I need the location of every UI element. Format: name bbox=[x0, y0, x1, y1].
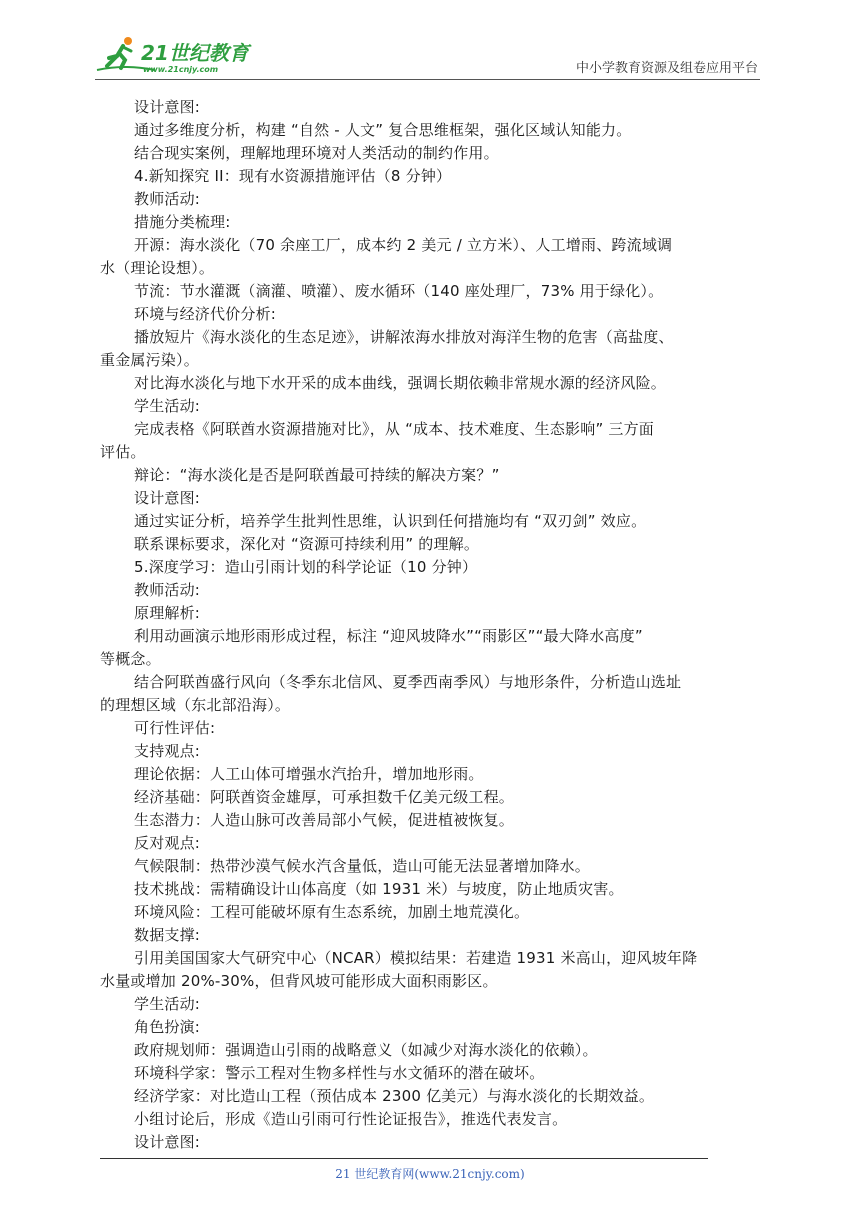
text-line: 等概念。 bbox=[100, 650, 161, 668]
text-line: 学生活动: bbox=[134, 397, 201, 415]
text-line: 教师活动: bbox=[134, 581, 201, 599]
text-line: 环境风险：工程可能破坏原有生态系统，加剧土地荒漠化。 bbox=[134, 903, 530, 921]
text-line: 联系课标要求，深化对 “资源可持续利用” 的理解。 bbox=[134, 535, 480, 553]
text-line: 设计意图: bbox=[134, 98, 201, 116]
text-line: 原理解析: bbox=[134, 604, 201, 622]
page-header bbox=[95, 30, 760, 80]
header-divider bbox=[95, 79, 760, 80]
text-line: 角色扮演: bbox=[134, 1018, 201, 1036]
text-line: 结合现实案例，理解地理环境对人类活动的制约作用。 bbox=[134, 144, 499, 162]
footer-link[interactable]: 21 世纪教育网(www.21cnjy.com) bbox=[335, 1167, 525, 1181]
text-line: 支持观点: bbox=[134, 742, 201, 760]
document-body bbox=[100, 96, 762, 1154]
text-line: 5.深度学习：造山引雨计划的科学论证（10 分钟） bbox=[134, 558, 478, 576]
text-line: 设计意图: bbox=[134, 489, 201, 507]
text-line: 引用美国国家大气研究中心（NCAR）模拟结果：若建造 1931 米高山，迎风坡年降 bbox=[134, 949, 698, 967]
text-line: 经济学家：对比造山工程（预估成本 2300 亿美元）与海水淡化的长期效益。 bbox=[134, 1087, 655, 1105]
text-line: 反对观点: bbox=[134, 834, 201, 852]
text-line: 利用动画演示地形雨形成过程，标注 “迎风坡降水”“雨影区”“最大降水高度” bbox=[134, 627, 643, 645]
text-line: 4.新知探究 II：现有水资源措施评估（8 分钟） bbox=[134, 167, 452, 185]
svg-text:21世纪教育: 21世纪教育 bbox=[141, 41, 249, 65]
text-line: 环境科学家：警示工程对生物多样性与水文循环的潜在破坏。 bbox=[134, 1064, 545, 1082]
text-line: 结合阿联酋盛行风向（冬季东北信风、夏季西南季风）与地形条件，分析造山选址 bbox=[134, 673, 682, 691]
text-line: 理论依据：人工山体可增强水汽抬升，增加地形雨。 bbox=[134, 765, 484, 783]
text-line: 水（理论设想）。 bbox=[100, 259, 215, 277]
text-line: 教师活动: bbox=[134, 190, 201, 208]
text-line: 政府规划师：强调造山引雨的战略意义（如减少对海水淡化的依赖）。 bbox=[134, 1041, 598, 1059]
text-line: 措施分类梳理: bbox=[134, 213, 231, 231]
text-line: 辩论：“海水淡化是否是阿联酋最可持续的解决方案？” bbox=[134, 466, 500, 484]
text-line: 气候限制：热带沙漠气候水汽含量低，造山可能无法显著增加降水。 bbox=[134, 857, 591, 875]
svg-text:www.21cnjy.com: www.21cnjy.com bbox=[143, 65, 219, 74]
text-line: 小组讨论后，形成《造山引雨可行性论证报告》，推选代表发言。 bbox=[134, 1110, 568, 1128]
text-line: 对比海水淡化与地下水开采的成本曲线，强调长期依赖非常规水源的经济风险。 bbox=[134, 374, 667, 392]
text-line: 节流：节水灌溉（滴灌、喷灌）、废水循环（140 座处理厂，73% 用于绿化）。 bbox=[134, 282, 664, 300]
text-line: 通过实证分析，培养学生批判性思维，认识到任何措施均有 “双刃剑” 效应。 bbox=[134, 512, 647, 530]
text-line: 可行性评估: bbox=[134, 719, 216, 737]
text-line: 生态潜力：人造山脉可改善局部小气候，促进植被恢复。 bbox=[134, 811, 515, 829]
text-line: 完成表格《阿联酋水资源措施对比》，从 “成本、技术难度、生态影响” 三方面 bbox=[134, 420, 654, 438]
text-line: 的理想区域（东北部沿海）。 bbox=[100, 696, 291, 714]
text-line: 播放短片《海水淡化的生态足迹》，讲解浓海水排放对海洋生物的危害（高盐度、 bbox=[134, 328, 674, 346]
text-line: 通过多维度分析，构建 “自然 - 人文” 复合思维框架，强化区域认知能力。 bbox=[134, 121, 632, 139]
runner-logo-icon bbox=[95, 34, 265, 74]
platform-title: 中小学教育资源及组卷应用平台 bbox=[575, 61, 758, 76]
text-line: 评估。 bbox=[100, 443, 146, 461]
text-line: 学生活动: bbox=[134, 995, 201, 1013]
text-line: 水量或增加 20%-30%，但背风坡可能形成大面积雨影区。 bbox=[100, 972, 498, 990]
text-line: 重金属污染）。 bbox=[100, 351, 199, 369]
site-logo[interactable] bbox=[95, 34, 265, 74]
text-line: 开源：海水淡化（70 余座工厂，成本约 2 美元 / 立方米）、人工增雨、跨流域调 bbox=[134, 236, 673, 254]
text-line: 设计意图: bbox=[134, 1133, 201, 1151]
footer-divider bbox=[100, 1158, 708, 1159]
text-line: 经济基础：阿联酋资金雄厚，可承担数千亿美元级工程。 bbox=[134, 788, 515, 806]
text-line: 环境与经济代价分析: bbox=[134, 305, 277, 323]
text-line: 技术挑战：需精确设计山体高度（如 1931 米）与坡度，防止地质灾害。 bbox=[134, 880, 624, 898]
text-line: 数据支撑: bbox=[134, 926, 201, 944]
